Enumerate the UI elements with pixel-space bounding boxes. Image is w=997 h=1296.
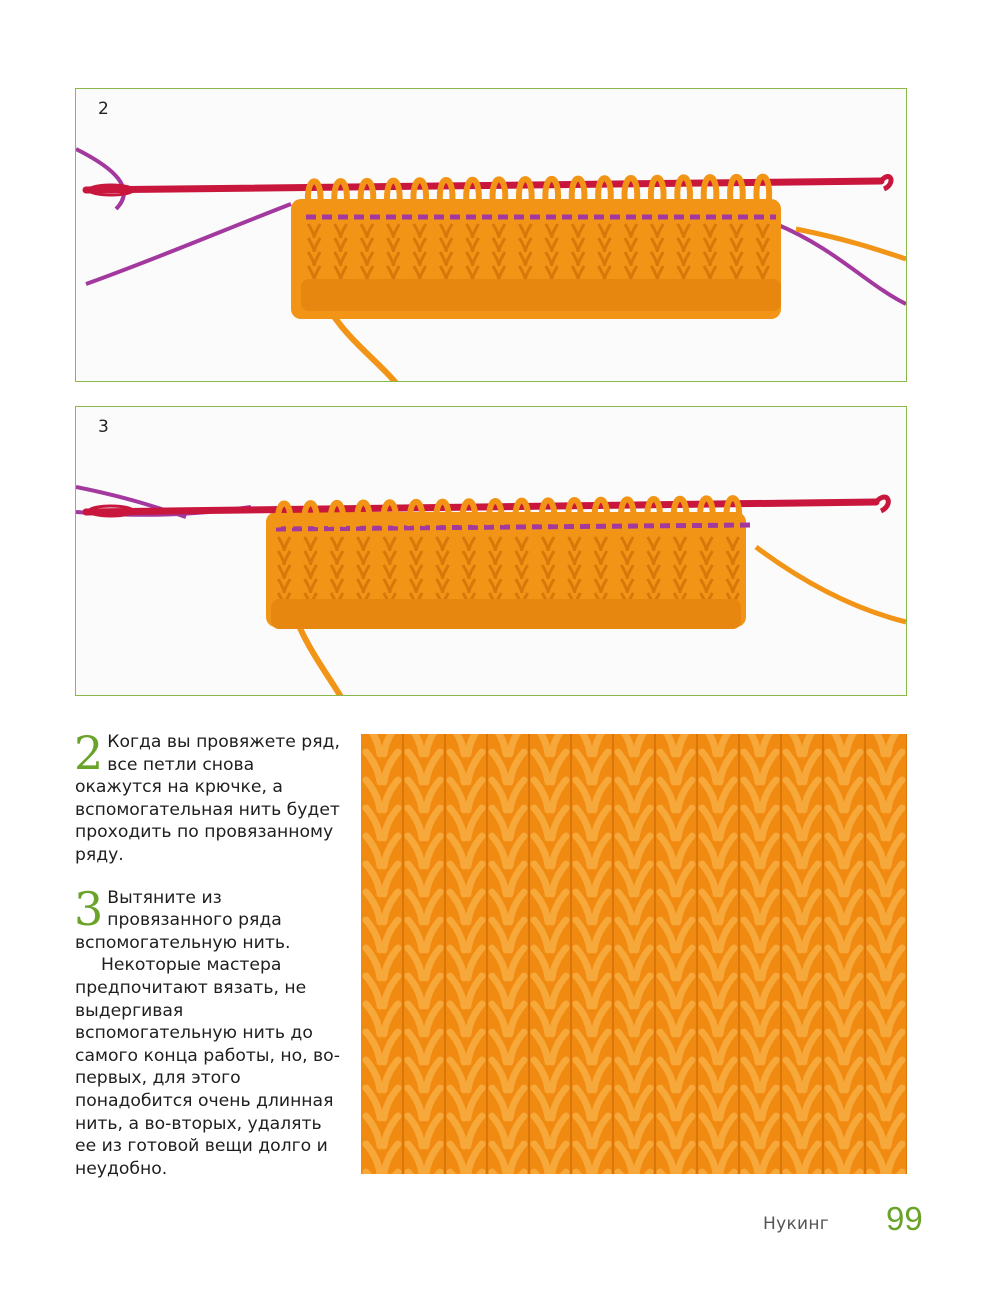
instructions-text: [74, 726, 340, 1180]
step-3-number: 3: [74, 881, 104, 936]
step-3-body: Вытяните из провязанного ряда вспомогательную нить.: [75, 887, 291, 953]
knitting-hook-illustration-3: [76, 407, 907, 696]
knitted-fabric-texture: [361, 734, 907, 1174]
step-3-paragraph: [74, 881, 340, 955]
knitting-hook-illustration-2: [76, 89, 907, 382]
step-3-label: 3: [98, 417, 109, 437]
page-number: 99: [886, 1200, 923, 1237]
step-2-body: Когда вы провяжете ряд, все петли снова окажутся на крючке, а вспомогательная нить будет проходить по провязанному ряду.: [75, 732, 340, 865]
knitted-fabric-photo: [361, 734, 907, 1174]
step-3-note: Некоторые мастера предпочитают вязать, не выдергивая вспомогательную нить до самого конца работы, но, во-первых, для этого понадобится очень длинная нить, а во-вторых, удалять ее из готовой вещи долго и неудобно.: [75, 955, 340, 1179]
step-2-number: 2: [74, 726, 104, 780]
step-2-photo: [75, 88, 907, 382]
step-2-paragraph: [74, 726, 340, 867]
step-2-label: 2: [98, 99, 109, 119]
footer-section-title: Нукинг: [763, 1214, 830, 1234]
step-3-photo: [75, 406, 907, 696]
